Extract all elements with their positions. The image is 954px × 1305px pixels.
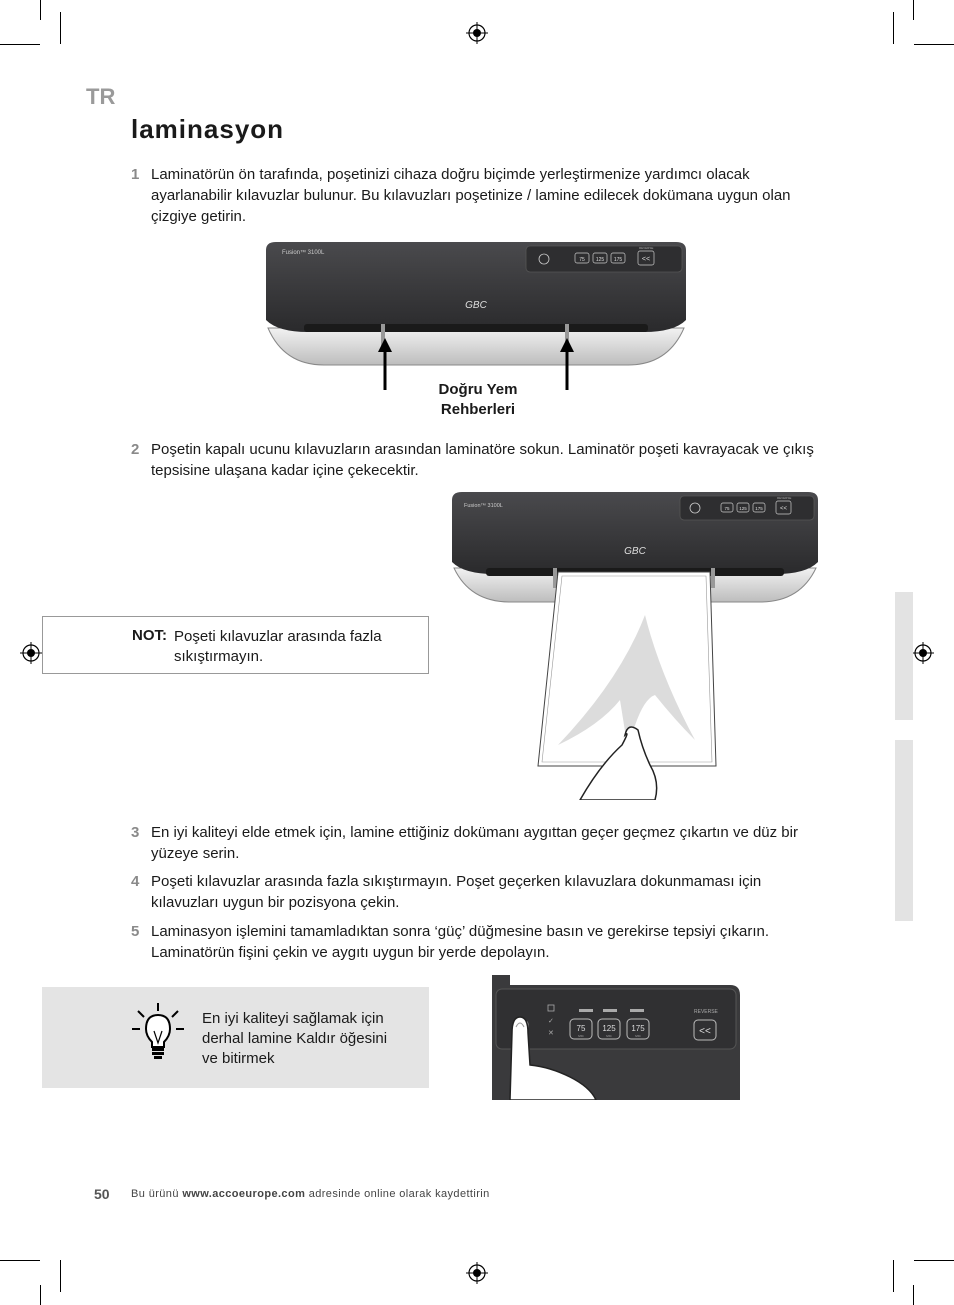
step-5 <box>131 921 821 963</box>
temp-unit-175: MIC <box>635 1034 641 1038</box>
note-box <box>42 616 429 674</box>
output-tray <box>268 328 684 365</box>
step-number: 4 <box>131 873 140 890</box>
control-panel-closeup-illustration <box>490 975 742 1100</box>
reverse-label: REVERSE <box>639 246 654 250</box>
caption-line-2: Rehberleri <box>440 401 516 418</box>
caption-line-1: Doğru Yem <box>438 381 518 398</box>
step-2 <box>131 439 821 481</box>
reverse-label: REVERSE <box>777 496 792 500</box>
right-guide <box>711 568 715 588</box>
footer-text-before: Bu ürünü <box>131 1188 183 1200</box>
step-number: 1 <box>131 166 140 183</box>
temp-label-75: 75 <box>724 506 730 511</box>
temp-unit-125: MIC <box>606 1034 612 1038</box>
step-number: 2 <box>131 441 140 458</box>
step-4 <box>131 871 821 913</box>
temp-label-175: 175 <box>613 257 623 263</box>
temp-label-75: 75 <box>576 1024 586 1033</box>
feed-slot <box>304 324 648 332</box>
reverse-symbol: << <box>779 506 788 512</box>
registration-mark-bottom <box>466 1262 488 1284</box>
step-number: 3 <box>131 824 140 841</box>
registration-mark-left <box>20 642 42 664</box>
temp-label-175: 175 <box>631 1024 645 1033</box>
laminator-guides-illustration <box>264 240 688 390</box>
model-label: Fusion™ 3100L <box>282 250 325 256</box>
temp-label-125: 125 <box>602 1024 616 1033</box>
footer-text-after: adresinde online olarak kaydettirin <box>305 1188 490 1200</box>
side-tab-lower <box>895 740 913 921</box>
reverse-symbol: << <box>699 1026 711 1037</box>
guides-caption <box>418 380 538 420</box>
reverse-label: REVERSE <box>694 1009 718 1015</box>
footer-url[interactable]: www.accoeurope.com <box>182 1188 306 1200</box>
side-tab-upper <box>895 592 913 720</box>
step-text: Laminatörün ön tarafında, poşetinizi cihaza doğru biçimde yerleştirmenize yardımcı olacak ayarlanabilir kılavuzlar bulunur. Bu kılavuzları poşetinize / lamine edilecek dokümana uygun olan çizgiye getirin. <box>151 166 791 225</box>
step-text: Laminasyon işlemini tamamladıktan sonra ‘güç’ düğmesine basın ve gerekirse tepsiyi çıkarın. Laminatörün fişini çekin ve aygıtı uygun bir yerde depolayın. <box>151 923 770 961</box>
svg-text:✕: ✕ <box>548 1030 554 1037</box>
registration-mark-top <box>466 22 488 44</box>
lightbulb-icon <box>130 1001 186 1061</box>
temp-label-125: 125 <box>595 257 605 263</box>
temp-label-75: 75 <box>579 257 585 263</box>
svg-text:✓: ✓ <box>548 1018 554 1025</box>
brand-logo: GBC <box>465 300 487 311</box>
language-code: TR <box>86 84 116 109</box>
pouch-insertion-illustration <box>450 490 820 800</box>
step-text: Poşetin kapalı ucunu kılavuzların arasından laminatöre sokun. Laminatör poşeti kavrayacak ve çıkış tepsisine ulaşana kadar içine çekecektir. <box>151 441 814 479</box>
brand-logo: GBC <box>624 546 646 557</box>
temp-label-175: 175 <box>755 506 763 511</box>
step-text: En iyi kaliteyi elde etmek için, lamine ettiğiniz dokümanı aygıttan geçer geçmez çıkartın ve düz bir yüzeye serin. <box>151 824 798 862</box>
reverse-symbol: << <box>641 256 651 263</box>
note-text: Poşeti kılavuzlar arasında fazla sıkıştırmayın. <box>174 628 382 665</box>
step-number: 5 <box>131 923 140 940</box>
page-number: 50 <box>94 1186 110 1202</box>
tip-text: En iyi kaliteyi sağlamak için derhal lamine Kaldır öğesini ve bitirmek <box>202 1010 388 1067</box>
registration-mark-right <box>912 642 934 664</box>
page-title: laminasyon <box>131 114 285 144</box>
model-label: Fusion™ 3100L <box>464 503 503 509</box>
note-label: NOT: <box>132 627 167 644</box>
temp-unit-75: MIC <box>578 1034 584 1038</box>
temp-label-125: 125 <box>739 506 747 511</box>
step-text: Poşeti kılavuzlar arasında fazla sıkıştırmayın. Poşet geçerken kılavuzlara dokunmaması için kılavuzları uygun bir pozisyona çekin. <box>151 873 762 911</box>
tip-box <box>42 987 429 1088</box>
step-1 <box>131 164 821 227</box>
footer-registration-text <box>131 1188 490 1200</box>
step-3 <box>131 822 821 864</box>
